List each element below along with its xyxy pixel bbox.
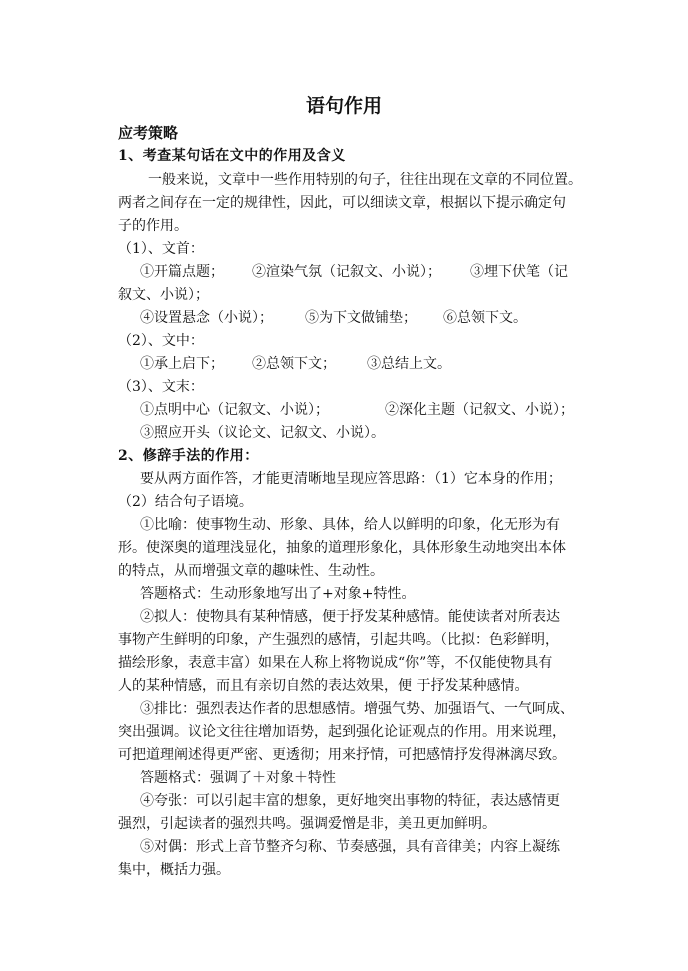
paragraph-line: 两者之间存在一定的规律性，因此，可以细读文章，根据以下提示确定句 xyxy=(118,195,566,211)
paragraph-line: 形。使深奥的道理浅显化，抽象的道理形象化，具体形象生动地突出本体 xyxy=(118,540,566,556)
paragraph-line: 子的作用。 xyxy=(118,218,188,234)
page-title: 语句作用 xyxy=(305,95,382,117)
list-item: ①开篇点题； xyxy=(140,264,224,280)
list-item: ②总领下文； xyxy=(252,356,336,372)
list-item: ②渲染气氛（记叙文、小说）； xyxy=(252,264,441,280)
list-heading: （3）、文末： xyxy=(118,379,204,395)
paragraph-line: 集中，概括力强。 xyxy=(118,862,230,878)
paragraph-line: 要从两方面作答，才能更清晰地呈现应答思路：（1）它本身的作用； xyxy=(140,471,562,487)
paragraph-line: ④夸张：可以引起丰富的想象，更好地突出事物的特征，表达感情更 xyxy=(140,793,560,809)
list-item: ②深化主题（记叙文、小说）； xyxy=(385,402,574,418)
list-item: ③照应开头（议论文、记叙文、小说）。 xyxy=(140,425,385,441)
paragraph-line: ③排比：强烈表达作者的思想感情。增强气势、加强语气、一气呵成、 xyxy=(140,701,574,717)
paragraph-line: ⑤对偶：形式上音节整齐匀称、节奏感强，具有音律美；内容上凝练 xyxy=(140,839,560,855)
paragraph-line: ②拟人：使物具有某种情感，便于抒发某种感情。能使读者对所表达 xyxy=(140,609,560,625)
paragraph-line: ①比喻：使事物生动、形象、具体，给人以鲜明的印象，化无形为有 xyxy=(140,517,560,533)
section-1-heading: 1、考查某句话在文中的作用及含义 xyxy=(118,148,346,164)
paragraph-line: 人的某种情感，而且有亲切自然的表达效果，便 于抒发某种感情。 xyxy=(118,678,529,694)
paragraph-line: 突出强调。议论文往往增加语势，起到强化论证观点的作用。用来说理， xyxy=(118,724,566,740)
list-item: ①承上启下； xyxy=(140,356,224,372)
list-item: 叙文、小说）； xyxy=(118,287,209,303)
section-2-heading: 2、修辞手法的作用： xyxy=(118,448,259,464)
paragraph-line: 描绘形象，表意丰富）如果在人称上将物说成“你”等，不仅能使物具有 xyxy=(118,655,553,671)
paragraph-line: 强烈，引起读者的强烈共鸣。强调爱憎是非，美丑更加鲜明。 xyxy=(118,816,496,832)
list-heading: （1）、文首： xyxy=(118,241,204,257)
paragraph-line: 答题格式：强调了＋对象＋特性 xyxy=(140,770,336,786)
list-item: ①点明中心（记叙文、小说）； xyxy=(140,402,329,418)
list-item: ④设置悬念（小说）； xyxy=(140,310,273,326)
paragraph-line: 可把道理阐述得更严密、更透彻；用来抒情，可把感情抒发得淋漓尽致。 xyxy=(118,747,566,763)
list-item: ⑤为下文做铺垫； xyxy=(305,310,417,326)
paragraph-line: 事物产生鲜明的印象，产生强烈的感情，引起共鸣。（比拟：色彩鲜明， xyxy=(118,632,559,648)
paragraph-line: 的特点，从而增强文章的趣味性、生动性。 xyxy=(118,563,384,579)
paragraph-line: （2）结合句子语境。 xyxy=(118,494,253,510)
list-item: ③埋下伏笔（记 xyxy=(470,264,568,280)
paragraph-line: 一般来说，文章中一些作用特别的句子，往往出现在文章的不同位置。 xyxy=(148,172,582,188)
list-heading: （2）、文中： xyxy=(118,333,204,349)
paragraph-line: 答题格式：生动形象地写出了+对象+特性。 xyxy=(140,586,416,602)
subtitle: 应考策略 xyxy=(118,124,179,142)
list-item: ⑥总领下文。 xyxy=(443,310,527,326)
list-item: ③总结上文。 xyxy=(367,356,451,372)
